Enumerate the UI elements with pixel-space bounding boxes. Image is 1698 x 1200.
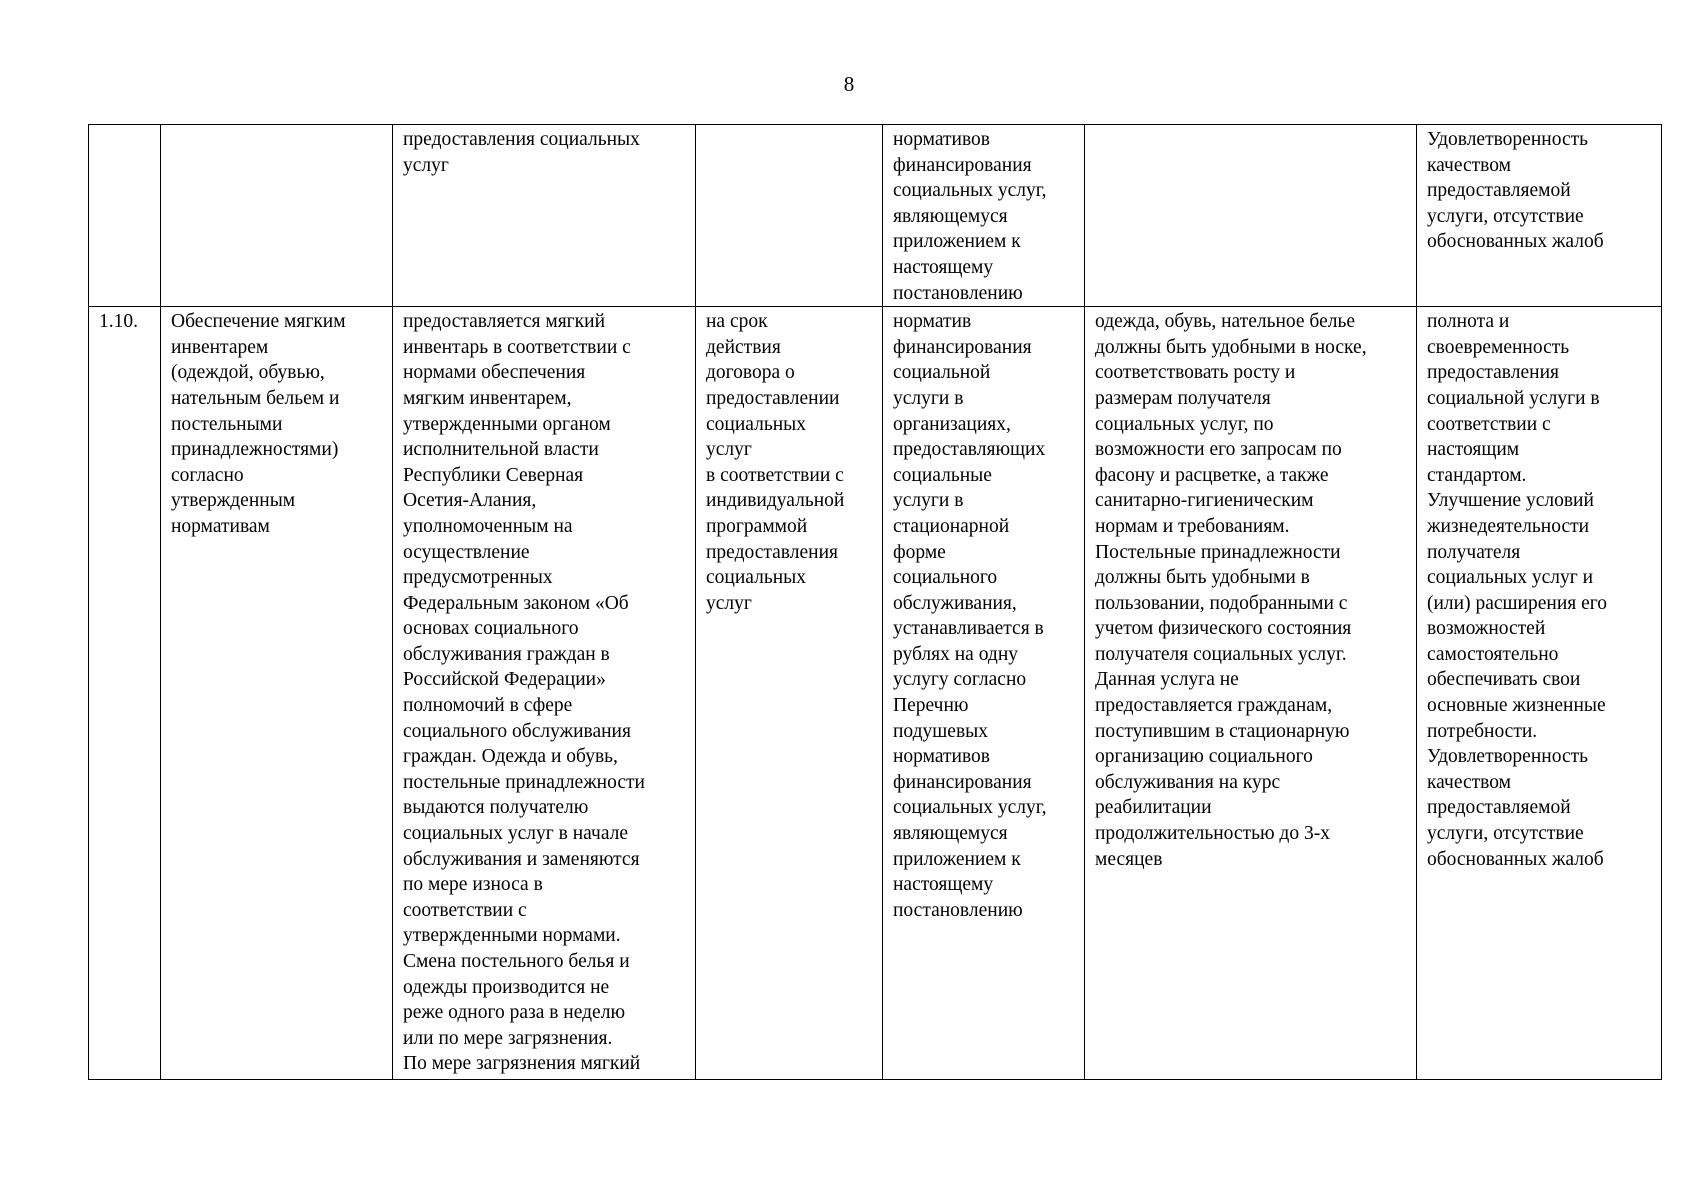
table-row-continuation [89,125,1662,307]
cell-number [89,125,161,307]
cell-quality-indicators: полнота и своевременность предоставления социальной услуги в соответствии с настоящим стандартом. Улучшение условий жизнедеятельности получателя социальных услуг и (или) расширения его возможностей самостоятельно обеспечивать свои основные жизненные потребности. Удовлетворенность качеством предоставляемой услуги, отсутствие обоснованных жалоб [1417,307,1662,1080]
cell-conditions: одежда, обувь, нательное белье должны быть удобными в носке, соответствовать росту и размерам получателя социальных услуг, по возможности его запросам по фасону и расцветке, а также санитарно-гигиеническим нормам и требованиям. Постельные принадлежности должны быть удобными в пользовании, подобранными с учетом физического состояния получателя социальных услуг. Данная услуга не предоставляется гражданам, поступившим в стационарную организацию социального обслуживания на курс реабилитации продолжительностью до 3-х месяцев [1085,307,1417,1080]
cell-quality-indicators: Удовлетворенность качеством предоставляемой услуги, отсутствие обоснованных жалоб [1417,125,1662,307]
page-number: 8 [843,72,855,96]
cell-service-name [161,125,393,307]
cell-conditions [1085,125,1417,307]
cell-funding-norm: нормативов финансирования социальных услуг, являющемуся приложением к настоящему постановлению [883,125,1085,307]
cell-description: предоставляется мягкий инвентарь в соответствии с нормами обеспечения мягким инвентарем, утвержденными органом исполнительной власти Республики Северная Осетия-Алания, уполномоченным на осуществление предусмотренных Федеральным законом «Об основах социального обслуживания граждан в Российской Федерации» полномочий в сфере социального обслуживания граждан. Одежда и обувь, постельные принадлежности выдаются получателю социальных услуг в начале обслуживания и заменяются по мере износа в соответствии с утвержденными нормами. Смена постельного белья и одежды производится не реже одного раза в неделю или по мере загрязнения. По мере загрязнения мягкий [393,307,696,1080]
cell-service-name: Обеспечение мягким инвентарем (одеждой, обувью, нательным бельем и постельными принадлежностями) согласно утвержденным нормативам [161,307,393,1080]
table-row-service-1-10 [89,307,1662,1080]
cell-term: на срок действия договора о предоставлении социальных услуг в соответствии с индивидуальной программой предоставления социальных услуг [696,307,883,1080]
cell-description: предоставления социальных услуг [393,125,696,307]
cell-term [696,125,883,307]
services-table [88,124,1662,1080]
cell-funding-norm: норматив финансирования социальной услуги в организациях, предоставляющих социальные услуги в стационарной форме социального обслуживания, устанавливается в рублях на одну услугу согласно Перечню подушевых нормативов финансирования социальных услуг, являющемуся приложением к настоящему постановлению [883,307,1085,1080]
cell-number: 1.10. [89,307,161,1080]
